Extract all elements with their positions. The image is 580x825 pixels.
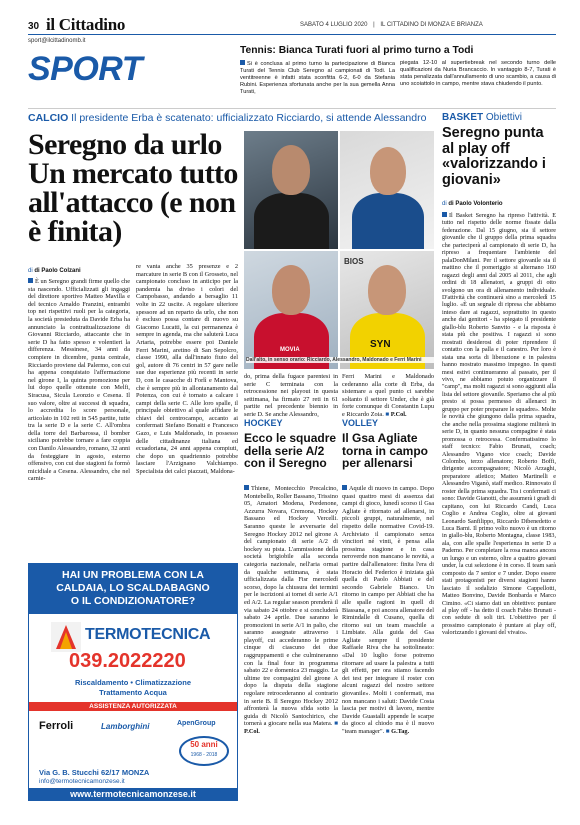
basket-body-text: Il Basket Seregno ha ripreso l'attività. E tutto nel rispetto delle norme fissate dalla federazione. Dal 15 giugno, sia il settore giovanile che il gruppo della prima squadra che parteciperà al campionato di serie D, ha ripreso a frequentare l'ambiente del palaDonMilani. Per il settore giovanile sia il mattino che il pomeriggio si alternano 160 ragazzi degli anni dal 2005 al 2011, che agli ordini di 18 allenatori, a gruppi di otto svolgono un ora di allenamento individuale. D'attività che continuerà sino a mercoledì 15 luglio. «È un segnale di ripresa che abbiamo inteso dare ai ragazzi, soprattutto in questo anche dai genitori - ha spiegato il presidente giallo-blu Roberto Sanvito - e la risposta è stata più che positiva. I ragazzi si sono mostrati desiderosi di poter riprendere il contatto con la palla e il canestro. Per loro è stata una sorta di liberazione e in palestra hanno mostrato massimo impegno. In questi mesi estivi continueranno al passato, per il vivo, ne abbiamo potuto organizzare il "camp", ma molti ragazzi si sono aggiunti alla lista del settore giovanile. Speriamo che al più presto si possa permesso di allenarci in gruppo per poter preparare le squadre». Molte le novità che giungono dalla prima squadra, che anche nella prossima stagione militerà in serie D, in quanto nessuna compagine è stata promossa o retrocessa. Confermatissimo lo staff tecnico: Fabio Brunati, coach; Alessandro Vigano vice coach; Davide Colombo, terzo allenatore; Roberto Boffi, dirigente accompagnatore; Nicolò Arzaghi, preparatore atletico; Matteo Martinelli e Alessandro Viganò, staff medico. Rinnovato il roster della prima squadra. Tra i confermati ci sono: Davide Gianotti, che assumerà i gradi di capitano, con lui Riccardo Candi, Luca Coglio e Andrea Coglio, oltre ai giovani Leonardo Sanfilippo, Riccardo Dibenedetto e Luca Barni. Il primo volto nuovo è un ritorno in giallo-blu, Roberto Montagna, classe 1983, ala, con alle spalle l'esperienza in serie D a Paderno. Per completare la rosa manca ancora un lungo e un esterno, oltre a quattro giovani under, la cui selezione è in corso. Il team sarà composto da 7 senior e 7 under. Dopo essere stati protagonisti per diversi stagioni hanno lasciato il sodalizio Simone Cappellotti, Matteo Bonvino, Davide Bonbarda e Marco Cimino. «Ci siamo dati un obiettivo: puntare al play off - ha detto il coach Fabio Brunati - con sedute di soli tiri. L'obiettivo per il prossimo campionato è puntare ai play off, valorizzando i giovani del vivaio». <box>442 213 556 637</box>
ad-brand: TERMOTECNICA <box>85 626 211 643</box>
ad-logo-lamborghini: Lamborghini <box>101 722 150 731</box>
tennis-headline: Tennis: Bianca Turati fuori al primo turno a Todi <box>240 45 474 56</box>
photo-caption: Dall'alto, in senso orario: Ricciardo, Alessandro, Maldonado e Ferri Marini <box>246 357 434 363</box>
ad-assist: ASSISTENZA AUTORIZZATA <box>29 702 237 711</box>
volley-author: G.Tag. <box>391 728 410 735</box>
main-headline: Seregno da urlo Un mercato tutto all'attacco (e non è finita) <box>28 128 238 248</box>
bullet-icon <box>240 60 245 65</box>
photo-sponsor-syn: SYN <box>370 339 391 350</box>
volley-body: Aquile di nuovo in campo. Dopo quasi quattro mesi di assenza dai campi di gioco, lunedì scorso il Gsa Agliate è ritornato ad allenarsi, in piccoli gruppi, naturalmente, nel rispetto delle normative Covid-19. Archiviato il campionato senza vincitori né vinti, è pensa alla prossima stagione e in casa neroverde non mancano le novità, a partire dall'allenatore: finita l'era di Horacio del Federico è iniziata già quella di Paolo Abbiati e del secondo Gabriele Bianco. Un ritorno in campo per Abbiati che ha alle spalle ragioni in quell di Biassana, e poi ancora allenatore del Rimindalle di Cusano, quella di ritorno sui un team maschile a Limbiate. Alla guida del Gsa Agliate sempre il presidente Raffaele Riva che ha sottolineato: «Dal 10 luglio forse potremo ritornare ad usare la palestra a tutti gli effetti, per ora stiamo facendo dei test per integrare il roster con alcuni ragazzi del nostro settore giovanile». Molti i confermati, ma non mancano i saluti: Davide Costa lascia per motivi di lavoro, mentre Davide Guastalli appende le scarpe da gioco al chiodo ma è il nuovo "team manager". ■ G.Tag. <box>342 485 434 735</box>
main-col4-text: Ferri Marini e Maldonado cederanno alla corte di Erba, da sistemare a quel punto ci sarebbe soltanto il settore Under, che è già forte comunque di Constantin Lupu e Riccardo Zoia. <box>342 373 434 418</box>
players-photo <box>244 131 434 369</box>
photo-sponsor-bios: BIOS <box>344 257 364 266</box>
photo-ferri-marini <box>340 251 434 369</box>
section-title: SPORT <box>28 50 143 88</box>
hockey-kicker: HOCKEY <box>244 418 283 428</box>
main-byline: di di Paolo Colzani <box>28 268 81 274</box>
ad-services2: Trattamento Acqua <box>99 688 167 697</box>
termotecnica-logo-icon <box>51 622 81 652</box>
edition-text: IL CITTADINO DI MONZA E BRIANZA <box>380 22 483 28</box>
main-byline-text: di Paolo Colzani <box>34 268 81 274</box>
bullet-icon <box>342 485 347 490</box>
basket-headline: Seregno punta al play off «valorizzando i giovani» <box>442 125 546 188</box>
tennis-col1 <box>240 60 395 96</box>
main-col1 <box>28 278 130 483</box>
basket-kicker <box>442 112 522 123</box>
main-kicker-label: CALCIO <box>28 112 69 124</box>
basket-kicker-label: BASKET <box>442 112 484 123</box>
basket-kicker-text: Obiettivi <box>485 112 523 123</box>
ad-phone[interactable]: 039.2022220 <box>69 650 186 672</box>
ad-email[interactable]: info@termotecnicamonzese.it <box>39 778 125 785</box>
header-rule <box>28 34 556 35</box>
basket-byline: di di Paolo Volonterio <box>442 201 503 207</box>
photo-ricciardo <box>244 131 338 249</box>
photo-alessandro <box>340 131 434 249</box>
date-text: SABATO 4 LUGLIO 2020 <box>300 22 368 28</box>
ad-badge2: 1968 - 2018 <box>190 752 218 758</box>
kicker-rule <box>28 108 556 109</box>
bullet-icon <box>442 212 447 217</box>
section-email[interactable]: sport@ilcittadinomb.it <box>28 38 86 44</box>
bullet-icon <box>244 485 249 490</box>
ad-line1: HAI UN PROBLEMA CON LA <box>62 569 204 581</box>
main-kicker <box>28 112 426 124</box>
ad-logo-ferroli: Ferroli <box>39 720 74 732</box>
ad-question <box>29 564 237 614</box>
ad-website[interactable]: www.termotecnicamonzese.it <box>29 788 237 801</box>
ad-logo-apengroup: ApenGroup <box>177 720 216 727</box>
bullet-icon <box>28 278 33 283</box>
main-col4: Ferri Marini e Maldonado cederanno alla corte di Erba, da sistemare a quel punto ci sarebbe soltanto il settore Under, che è già forte comunque di Constantin Lupu e Riccardo Zoia. ■ P.Col. <box>342 373 434 418</box>
ad-services1: Riscaldamento • Climatizzazione <box>75 678 191 687</box>
ad-anniversary-badge <box>179 736 229 766</box>
hockey-body-text: Thiene, Montecchio Precalcino, Montebello, Roller Bassano, Trissino 05, Amatori Modena, Pordenone, Azzurra Novara, Cremona, Hockey Bassano ed Hockey Vercelli. Saranno queste le avversarie del Seregno Hockey 2012 nel girone A del campionato di serie A/2 di hockey su pista. L'ammissione della società brigiobile alla seconda categoria nazionale, nell'aria ormai da qualche settimana, è stata ufficializzata dalla Fisr mercoledì scorso, dopo la chiusura dei termini per le iscrizioni ai tornei di serie A/1 ed A/2. La regular season prenderà il via sabato 24 ottobre e si concluderà sabato 24 aprile. Due saranno le promozioni in serie A/1 in palio, che saranno assegnate attraverso i playoff, cui accederanno le prime cinque di ciascuno dei due raggruppamenti e che culmineranno con la final four in programma sabato 22 e domenica 23 maggio. Le ultime tre compagini del girone A dopo la disputa della stagione regolare retrocederanno al contrario in serie B. Il Seregno Hockey 2012 affronterà la nuova sfida sotto la guida di Nicolò Santochirico, che tornerà a giocare nella sua Matera. <box>244 485 338 728</box>
basket-byline-text: di Paolo Volonterio <box>448 201 503 207</box>
hockey-body: Thiene, Montecchio Precalcino, Montebello, Roller Bassano, Trissino 05, Amatori Modena, Pordenone, Azzurra Novara, Cremona, Hockey Bassano ed Hockey Vercelli. Saranno queste le avversarie del Seregno Hockey 2012 nel girone A del campionato di serie A/2 di hockey su pista. L'ammissione della società brigiobile alla seconda categoria nazionale, nell'aria ormai da qualche settimana, è stata ufficializzata dalla Fisr mercoledì scorso, dopo la chiusura dei termini per le iscrizioni ai tornei di serie A/1 ed A/2. La regular season prenderà il via sabato 24 ottobre e si concluderà sabato 24 aprile. Due saranno le promozioni in serie A/1 in palio, che saranno assegnate attraverso i playoff, cui accederanno le prime cinque di ciascuno dei due raggruppamenti e che culmineranno con la final four in programma sabato 22 e domenica 23 maggio. Le ultime tre compagini del girone A dopo la disputa della stagione regolare retrocederanno al contrario in serie B. Il Seregno Hockey 2012 affronterà la nuova sfida sotto la guida di Nicolò Santochirico, che tornerà a giocare nella sua Matera. ■ P.Col. <box>244 485 339 735</box>
tennis-col1-text: Si è conclusa al primo turno la partecipazione di Bianca Turati del Tennis Club Seregno al campionati di Todi. La ventitreenne è infatti stata sconfitta 6-2, 6-0 da Stefania Rubini. Esperienza sfortunata anche per la sua gemella Anna Turati, <box>240 61 395 95</box>
volley-headline: Il Gsa Agliate torna in campo per allenarsi <box>342 431 429 470</box>
hockey-headline: Ecco le squadre della serie A/2 con il Seregno <box>244 431 337 470</box>
dateline: SABATO 4 LUGLIO 2020 | IL CITTADINO DI MONZA E BRIANZA <box>300 22 483 28</box>
termotecnica-ad[interactable] <box>28 563 238 801</box>
main-kicker-text: Il presidente Erba è scatenato: ufficializzato Ricciardo, si attende Alessandro <box>71 112 427 124</box>
masthead: il Cittadino <box>46 15 126 34</box>
volley-body-text: Aquile di nuovo in campo. Dopo quasi quattro mesi di assenza dai campi di gioco, lunedì scorso il Gsa Agliate è ritornato ad allenarsi, in piccoli gruppi, naturalmente, nel rispetto delle normative Covid-19. Archiviato il campionato senza vincitori né vinti, è pensa alla prossima stagione e in casa neroverde non mancano le novità, a partire dall'allenatore: finita l'era di Horacio del Federico è iniziata già quella di Paolo Abbiati e del secondo Gabriele Bianco. Un ritorno in campo per Abbiati che ha alle spalle ragioni in quell di Biassana, e poi ancora allenatore del Rimindalle di Cusano, quella di ritorno sui un team maschile a Limbiate. Alla guida del Gsa Agliate sempre il presidente Raffaele Riva che ha sottolineato: «Dal 10 luglio forse potremo ritornare ad usare la palestra a tutti gli effetti, per ora stiamo facendo dei test per integrare il roster con alcuni ragazzi del nostro settore giovanile». Molti i confermati, ma non mancano i saluti: Davide Costa lascia per motivi di lavoro, mentre Davide Guastalli appende le scarpe da gioco al chiodo ma è il nuovo "team manager". <box>342 485 434 735</box>
photo-maldonado <box>244 251 338 369</box>
main-col4-author: P.Col. <box>390 410 407 418</box>
basket-body <box>442 212 556 638</box>
ad-line3: O IL CONDIZIONATORE? <box>70 595 196 607</box>
main-col2: re vanta anche 35 presenze e 2 marcature in serie B con il Grosseto, nel campionato concluso in anticipo per la pandemia ha diviso i colori del Campobasso, andando a bersaglio 11 volte in 22 uscite. A regolare ulteriore spessore ad un reparto da urlo, che non è escluso possa contare di nuovo su Giacomo Lucatti, la cui permanenza è sempre in agenda, ma che saluterà Luca Artaria, potrebbe essere poi Daniele Ferri Marini, aretino di San Sepolcro, classe 1990, alla dall'innato fiuto del gol, autore di 76 centri in 57 gare nelle sue due esperienze più recenti in serie D, con le casacche di Forlì e Mantova, che è sempre più in allontanamento dal Potenza, con cui è tornato a calcare i campi della serie C. Alle loro spalle, il principale obiettivo al quale affidare le chiavi del centrocampo, accanto ai confermati Stefano Bonaiti e Francesco Gazo, e Luis Maldonado, in possesso delle cittadinanze italiana ed ecuadoriana, 24 anni appena compiuti, che dopo un quadriennio potrebbe lasciare l'Arzignano Valchiampo. Specialista dei calci piazzati, Maldona- <box>136 263 238 476</box>
ad-address: Via G. B. Stucchi 62/17 MONZA <box>39 768 150 777</box>
photo-sponsor-movia: MOVIA <box>280 347 300 353</box>
main-col3: do, prima della fugace parentesi in serie C terminata con la retrocessione nei playout in questa settimana, ha firmato 27 reti in 61 partite nel precedente biennio in serie D. Se anche Alessandro, <box>244 373 338 418</box>
main-col1-text: È un Seregno grandi firme quello che sta nascendo. Ufficializzati gli ingaggi del direttore sportivo Matteo Mavilla e del tecnico Arnaldo Franzini, entrambi top nei rispettivi ruoli per la categoria, la società presieduta da Davide Erba ha annunciato la contrattualizzazione di Giovanni Ricciardo, attaccante che in serie D ha fatto spesso e volentieri la differenza. Messinese, 34 anni da compiere in dicembre, punta centrale, Ricciardo proviene dal Palermo, con cui ha appena conquistato l'affermazione nel girone I, la quinta promozione per lui dopo quelle ottenute con Melfi, Siracusa, Sicula Leonzio e Cesena. Il suo valore, oltre ai successi di squadra, lo accredita lo score personale, articolato in 102 reti in 545 partite, tutte tra la serie D e la serie C. All'ombra della torre del Barbarossa, il bomber siciliano potrebbe tornare a fare coppia con Danilo Alessandro, romano, 32 anni da festeggiare in agosto, esterno offensivo, con cui due stagioni fa formò micidiale a Cesena. Alessandro, che nel carnie- <box>28 278 130 483</box>
page-number: 30 <box>28 21 40 32</box>
volley-kicker: VOLLEY <box>342 418 379 428</box>
hockey-author: P.Col. <box>244 728 260 735</box>
ad-badge1: 50 anni <box>190 740 218 749</box>
ad-line2: CALDAIA, LO SCALDABAGNO <box>56 582 210 594</box>
tennis-col2: piegata 12-10 al supertiebreak nel secondo turno delle qualificazioni da Nuria Brancaccio. In vantaggio 8-7, Turati è stata penalizzata dall'annullamento di uno scambio, a causa di uno scoiattolo in campo, mentre stava chiudendo il punto. <box>400 60 556 87</box>
